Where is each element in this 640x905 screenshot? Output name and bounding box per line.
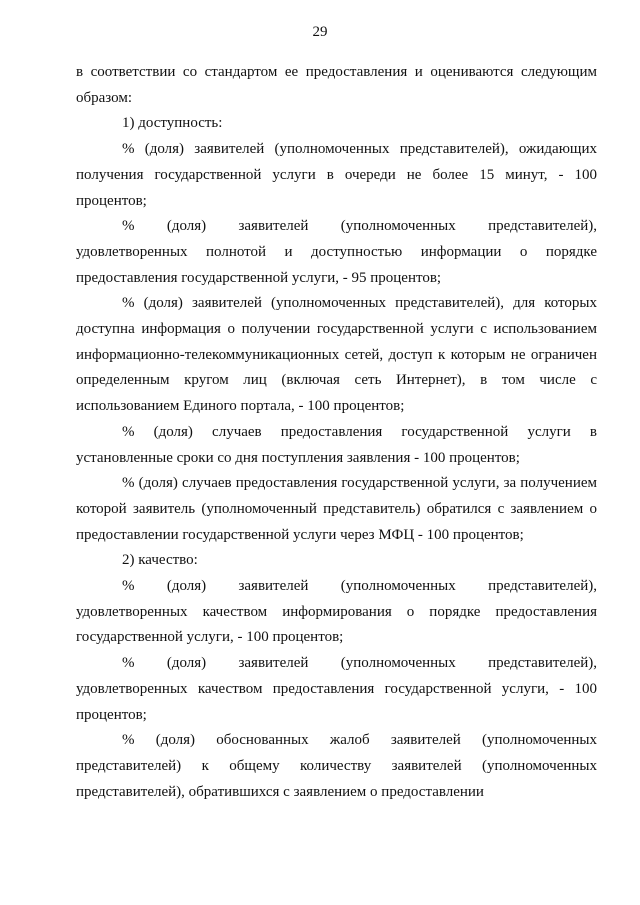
paragraph-continuation: в соответствии со стандартом ее предоставления и оцениваются следующим образом: — [76, 64, 597, 106]
paragraph-deadlines: % (доля) случаев предоставления государственной услуги в установленные сроки со дня поступления заявления - 100 процентов; — [76, 423, 597, 466]
paragraph-complaints: % (доля) обоснованных жалоб заявителей (уполномоченных представителей) к общему количеству заявителей (уполномоченных представителей), обратившихся с заявлением о предоставлении — [76, 732, 597, 800]
paragraph-queue-wait: % (доля) заявителей (уполномоченных представителей), ожидающих получения государственной услуги в очереди не более 15 минут, - 100 процентов; — [76, 141, 597, 209]
page-number: 29 — [312, 24, 328, 40]
paragraph-mfc-requests: % (доля) случаев предоставления государственной услуги, за получением которой заявитель (уполномоченный представитель) обратился с заявлением о предоставлении государственной услуги через МФЦ - 100 процентов; — [76, 475, 597, 543]
paragraph-internet-access: % (доля) заявителей (уполномоченных представителей), для которых доступна информация о получении государственной услуги с использованием информационно-телекоммуникационных сетей, доступ к которым не ограничен определенным кругом лиц (включая сеть Интернет), в том числе с использованием Единого портала, - 100 процентов; — [76, 295, 597, 415]
paragraph-information-completeness: % (доля) заявителей (уполномоченных представителей), удовлетворенных полнотой и доступностью информации о порядке предоставления государственной услуги, - 95 процентов; — [76, 218, 597, 286]
document-body — [76, 60, 597, 805]
paragraph-service-quality: % (доля) заявителей (уполномоченных представителей), удовлетворенных качеством предоставления государственной услуги, - 100 процентов; — [76, 655, 597, 723]
paragraph-quality-heading: 2) качество: — [122, 552, 198, 569]
paragraph-availability-heading: 1) доступность: — [122, 115, 223, 132]
paragraph-informing-quality: % (доля) заявителей (уполномоченных представителей), удовлетворенных качеством информирования о порядке предоставления государственной услуги, - 100 процентов; — [76, 578, 597, 646]
